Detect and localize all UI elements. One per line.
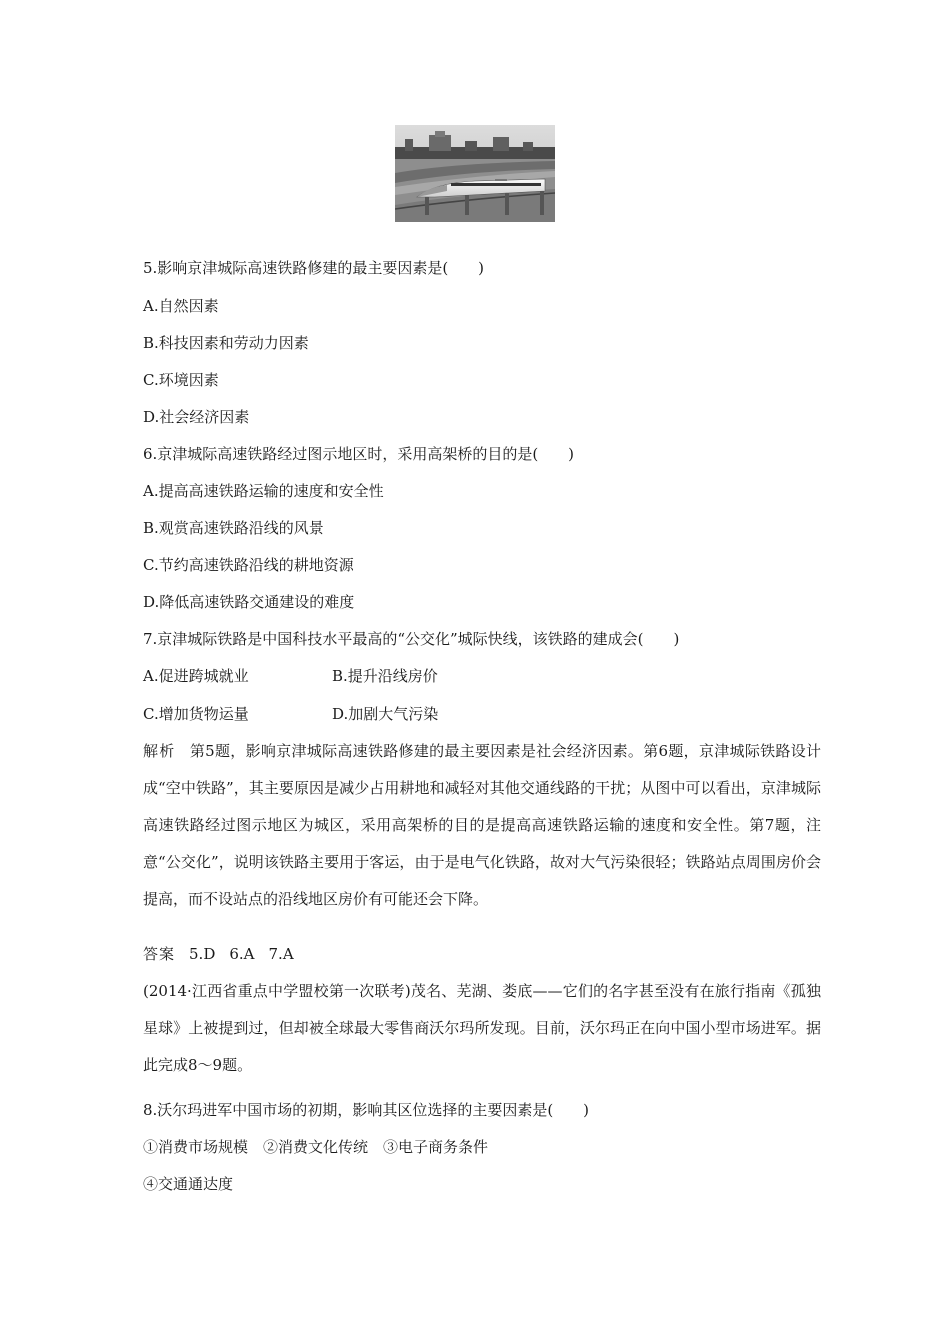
question-5-option-c: C.环境因素 xyxy=(143,371,219,389)
question-6-option-a: A.提高高速铁路运输的速度和安全性 xyxy=(143,482,384,500)
question-8-options-line-1: ①消费市场规模 ②消费文化传统 ③电子商务条件 xyxy=(143,1138,489,1156)
question-5-option-d: D.社会经济因素 xyxy=(143,408,250,426)
question-6-stem: 6.京津城际高速铁路经过图示地区时，采用高架桥的目的是( ) xyxy=(143,445,575,463)
question-5-stem: 5.影响京津城际高速铁路修建的最主要因素是( ) xyxy=(143,259,485,277)
answer-line xyxy=(143,944,294,964)
analysis-text: 第5题，影响京津城际高速铁路修建的最主要因素是社会经济因素。第6题，京津城际铁路设计成“空中铁路”，其主要原因是减少占用耕地和减轻对其他交通线路的干扰；从图中可以看出，京津城际高速铁路经过图示地区为城区，采用高架桥的目的是提高高速铁路运输的速度和安全性。第7题，注意“公交化”，说明该铁路主要用于客运，由于是电气化铁路，故对大气污染很轻；铁路站点周围房价会提高，而不设站点的沿线地区房价有可能还会下降。 xyxy=(143,742,821,908)
question-8-stem: 8.沃尔玛进军中国市场的初期，影响其区位选择的主要因素是( ) xyxy=(143,1101,590,1119)
answer-label: 答案 xyxy=(143,945,176,963)
question-6-option-d: D.降低高速铁路交通建设的难度 xyxy=(143,593,355,611)
train-photo xyxy=(395,125,555,222)
question-7-option-b: B.提升沿线房价 xyxy=(332,667,438,685)
question-8-options-line-2: ④交通通达度 xyxy=(143,1175,234,1193)
analysis-label: 解析 xyxy=(143,742,176,760)
question-6-option-c: C.节约高速铁路沿线的耕地资源 xyxy=(143,556,354,574)
question-7-option-a: A.促进跨城就业 xyxy=(143,667,249,685)
question-6-option-b: B.观赏高速铁路沿线的风景 xyxy=(143,519,324,537)
question-7-option-c: C.增加货物运量 xyxy=(143,705,249,723)
question-7-stem: 7.京津城际铁路是中国科技水平最高的“公交化”城际快线，该铁路的建成会( ) xyxy=(143,630,680,648)
question-7-option-d: D.加剧大气污染 xyxy=(332,705,439,723)
question-5-option-b: B.科技因素和劳动力因素 xyxy=(143,334,309,352)
answer-item-7: 7.A xyxy=(268,945,294,963)
answer-item-6: 6.A xyxy=(229,945,255,963)
question-5-option-a: A.自然因素 xyxy=(143,297,219,315)
questions-8-9-intro: (2014·江西省重点中学盟校第一次联考)茂名、芜湖、娄底——它们的名字甚至没有在旅行指南《孤独星球》上被提到过，但却被全球最大零售商沃尔玛所发现。目前，沃尔玛正在向中国小型市场进军。据此完成8～9题。 xyxy=(143,982,821,1074)
analysis-block xyxy=(143,733,821,918)
answer-item-5: 5.D xyxy=(189,945,216,963)
